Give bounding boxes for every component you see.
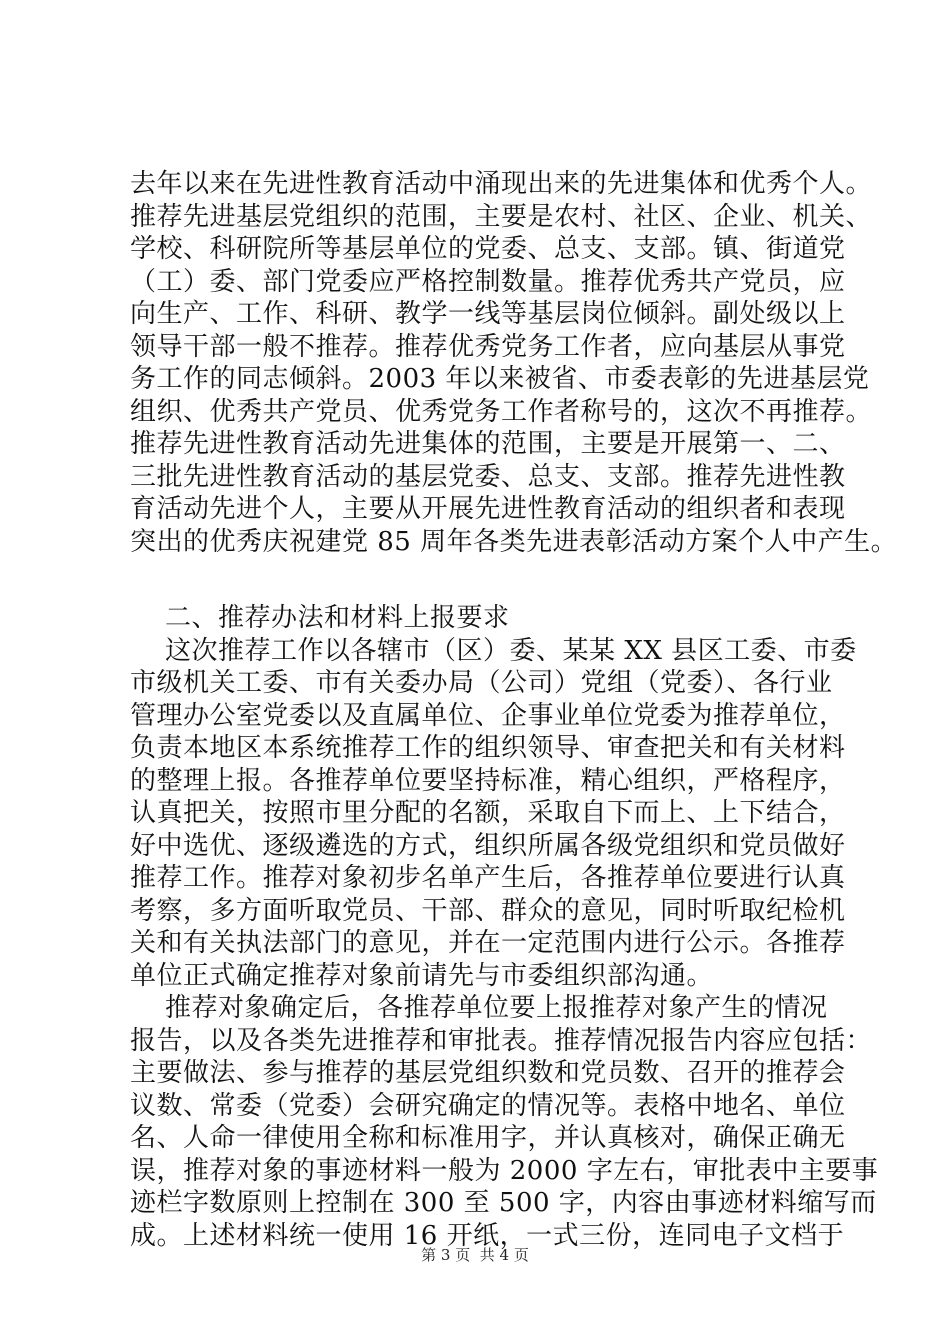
text-line: 三批先进性教育活动的基层党委、总支、支部。推荐先进性教 (130, 461, 846, 492)
page-footer: 第 3 页 共 4 页 (421, 1246, 529, 1264)
text-line: 学校、科研院所等基层单位的党委、总支、支部。镇、街道党 (130, 234, 846, 264)
text-line: 单位正式确定推荐对象前请先与市委组织部沟通。 (130, 960, 714, 991)
paragraph-1 (130, 168, 898, 558)
paragraph-gap (130, 558, 850, 602)
text-line: 突出的优秀庆祝建党 85 周年各类先进表彰活动方案个人中产生。 (130, 526, 898, 557)
text-line: 市级机关工委、市有关委办局（公司）党组（党委）、各行业 (130, 668, 833, 698)
text-line: 管理办公室党委以及直属单位、企事业单位党委为推荐单位， (130, 700, 846, 731)
text-line: 认真把关，按照市里分配的名额，采取自下而上、上下结合， (130, 798, 846, 828)
text-line: 主要做法、参与推荐的基层党组织数和党员数、召开的推荐会 (130, 1058, 846, 1088)
text-line: 推荐先进基层党组织的范围，主要是农村、社区、企业、机关、 (130, 201, 873, 232)
text-line: 关和有关执法部门的意见，并在一定范围内进行公示。各推荐 (130, 928, 846, 958)
text-line: 育活动先进个人，主要从开展先进性教育活动的组织者和表现 (130, 494, 846, 524)
section-heading: 二、推荐办法和材料上报要求 (130, 603, 510, 633)
text-line: 领导干部一般不推荐。推荐优秀党务工作者，应向基层从事党 (130, 331, 846, 362)
text-line: 推荐工作。推荐对象初步名单产生后，各推荐单位要进行认真 (130, 863, 846, 893)
text-line: 务工作的同志倾斜。2003 年以来被省、市委表彰的先进基层党 (130, 364, 870, 394)
text-line: （工）委、部门党委应严格控制数量。推荐优秀共产党员，应 (130, 266, 846, 297)
text-line: 向生产、工作、科研、教学一线等基层岗位倾斜。副处级以上 (130, 299, 846, 329)
text-line: 推荐对象确定后，各推荐单位要上报推荐对象产生的情况 (130, 993, 828, 1023)
text-line: 迹栏字数原则上控制在 300 至 500 字，内容由事迹材料缩写而 (130, 1188, 877, 1218)
text-line: 推荐先进性教育活动先进集体的范围，主要是开展第一、二、 (130, 429, 846, 459)
text-line: 负责本地区本系统推荐工作的组织领导、审查把关和有关材料 (130, 733, 846, 763)
paragraph-3 (130, 992, 879, 1252)
text-line: 报告，以及各类先进推荐和审批表。推荐情况报告内容应包括： (130, 1025, 873, 1056)
text-line: 误，推荐对象的事迹材料一般为 2000 字左右，审批表中主要事 (130, 1155, 879, 1186)
document-body (130, 168, 898, 1252)
text-line: 去年以来在先进性教育活动中涌现出来的先进集体和优秀个人。 (130, 169, 873, 199)
text-line: 的整理上报。各推荐单位要坚持标准，精心组织，严格程序， (130, 765, 846, 796)
text-line: 成。上述材料统一使用 16 开纸，一式三份，连同电子文档于 (130, 1220, 845, 1251)
text-line: 议数、常委（党委）会研究确定的情况等。表格中地名、单位 (130, 1090, 846, 1121)
text-line: 考察，多方面听取党员、干部、群众的意见，同时听取纪检机 (130, 895, 846, 926)
text-line: 这次推荐工作以各辖市（区）委、某某 XX 县区工委、市委 (130, 635, 857, 666)
paragraph-2 (130, 635, 857, 993)
text-line: 组织、优秀共产党员、优秀党务工作者称号的，这次不再推荐。 (130, 396, 873, 427)
text-line: 名、人命一律使用全称和标准用字，并认真核对，确保正确无 (130, 1123, 846, 1153)
text-line: 好中选优、逐级遴选的方式，组织所属各级党组织和党员做好 (130, 830, 846, 861)
